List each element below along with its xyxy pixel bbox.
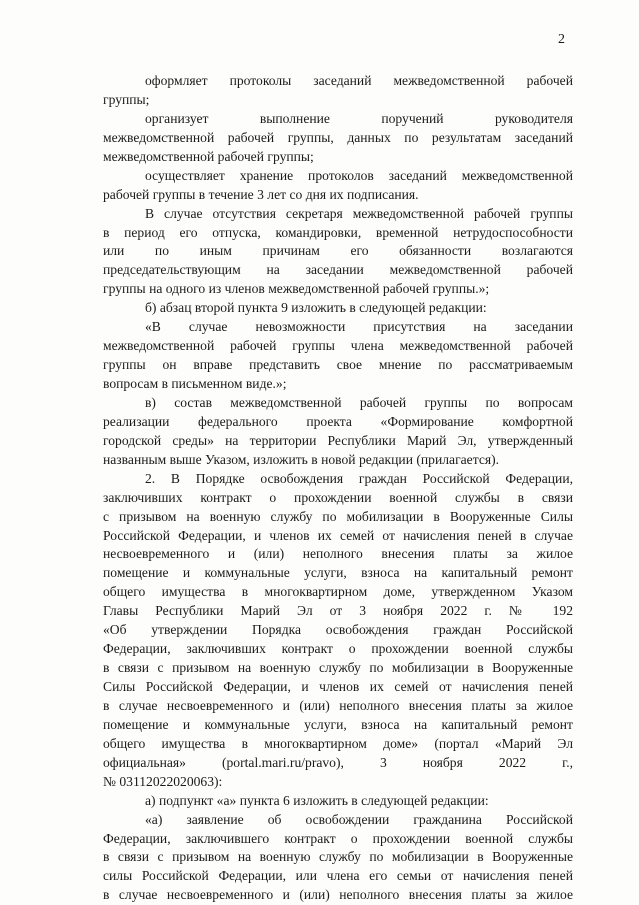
text-line: межведомственной рабочей группы члена межведомственной рабочей: [103, 338, 573, 354]
text-line: рабочей группы в течение 3 лет со дня их подписания.: [103, 186, 419, 202]
text-line: заключивших контракт о прохождении военной службы в связи: [103, 489, 573, 505]
text-line: несвоевременного и (или) неполного внесения платы за жилое: [103, 546, 573, 562]
text-line: силы Российской Федерации, или члена его семьи от начисления пеней: [103, 868, 573, 884]
text-line: реализации федерального проекта «Формирование комфортной: [103, 413, 573, 429]
text-line: межведомственной рабочей группы, данных по результатам заседаний: [103, 129, 573, 145]
text-line: официальная» (portal.mari.ru/pravo), 3 ноября 2022 г.,: [103, 754, 573, 770]
text-line: Российской Федерации, и членов их семей от начисления пеней в случае: [103, 527, 573, 543]
text-line: «Об утверждении Порядка освобождения граждан Российской: [103, 622, 573, 638]
text-line: б) абзац второй пункта 9 изложить в следующей редакции:: [145, 300, 487, 316]
text-line: группы он вправе представить свое мнение по рассматриваемым: [103, 357, 573, 373]
text-line: с призывом на военную службу по мобилизации в Вооруженные Силы: [103, 508, 573, 524]
text-line: названным выше Указом, изложить в новой редакции (прилагается).: [103, 451, 500, 467]
text-line: Главы Республики Марий Эл от 3 ноября 2022 г. № 192: [103, 603, 573, 619]
text-line: в период его отпуска, командировки, временной нетрудоспособности: [103, 224, 573, 240]
text-line: помещение и коммунальные услуги, взноса на капитальный ремонт: [103, 716, 573, 732]
page-number: 2: [558, 32, 565, 47]
text-line: «а) заявление об освобождении гражданина Российской: [145, 811, 573, 827]
text-line: в) состав межведомственной рабочей группы по вопросам: [145, 394, 573, 410]
text-line: группы;: [103, 91, 150, 107]
text-line: группы на одного из членов межведомственной рабочей группы.»;: [103, 281, 490, 297]
text-line: Федерации, заключившего контракт о прохождении военной службы: [103, 830, 573, 846]
text-line: «В случае невозможности присутствия на заседании: [145, 319, 573, 335]
text-line: городской среды» на территории Республики Марий Эл, утвержденный: [103, 432, 573, 448]
text-line: помещение и коммунальные услуги, взноса на капитальный ремонт: [103, 565, 573, 581]
text-line: № 03112022020063):: [103, 773, 223, 789]
text-line: в случае несвоевременного и (или) неполного внесения платы за жилое: [103, 887, 573, 903]
text-line: в случае несвоевременного и (или) неполного внесения платы за жилое: [103, 697, 573, 713]
text-line: организует выполнение поручений руководителя: [145, 110, 573, 126]
text-line: Федерации, заключивших контракт о прохождении военной службы: [103, 641, 573, 657]
document-body: [103, 72, 573, 905]
text-line: оформляет протоколы заседаний межведомственной рабочей: [145, 73, 573, 88]
text-line: межведомственной рабочей группы;: [103, 148, 314, 164]
text-line: осуществляет хранение протоколов заседаний межведомственной: [145, 167, 573, 183]
text-line: в связи с призывом на военную службу по мобилизации в Вооруженные: [103, 660, 573, 676]
text-line: вопросам в письменном виде.»;: [103, 376, 287, 391]
text-line: а) подпункт «а» пункта 6 изложить в следующей редакции:: [145, 792, 489, 808]
text-line: В случае отсутствия секретаря межведомственной рабочей группы: [145, 205, 573, 221]
text-line: Силы Российской Федерации, и членов их семей от начисления пеней: [103, 679, 573, 694]
text-line: председательствующим на заседании межведомственной рабочей: [103, 262, 573, 278]
text-line: в связи с призывом на военную службу по мобилизации в Вооруженные: [103, 849, 573, 865]
text-line: или по иным причинам его обязанности возлагаются: [103, 243, 573, 259]
text-line: общего имущества в многоквартирном доме» (портал «Марий Эл: [103, 735, 573, 751]
text-line: общего имущества в многоквартирном доме, утвержденном Указом: [103, 584, 573, 600]
text-line: 2. В Порядке освобождения граждан Российской Федерации,: [145, 470, 573, 486]
